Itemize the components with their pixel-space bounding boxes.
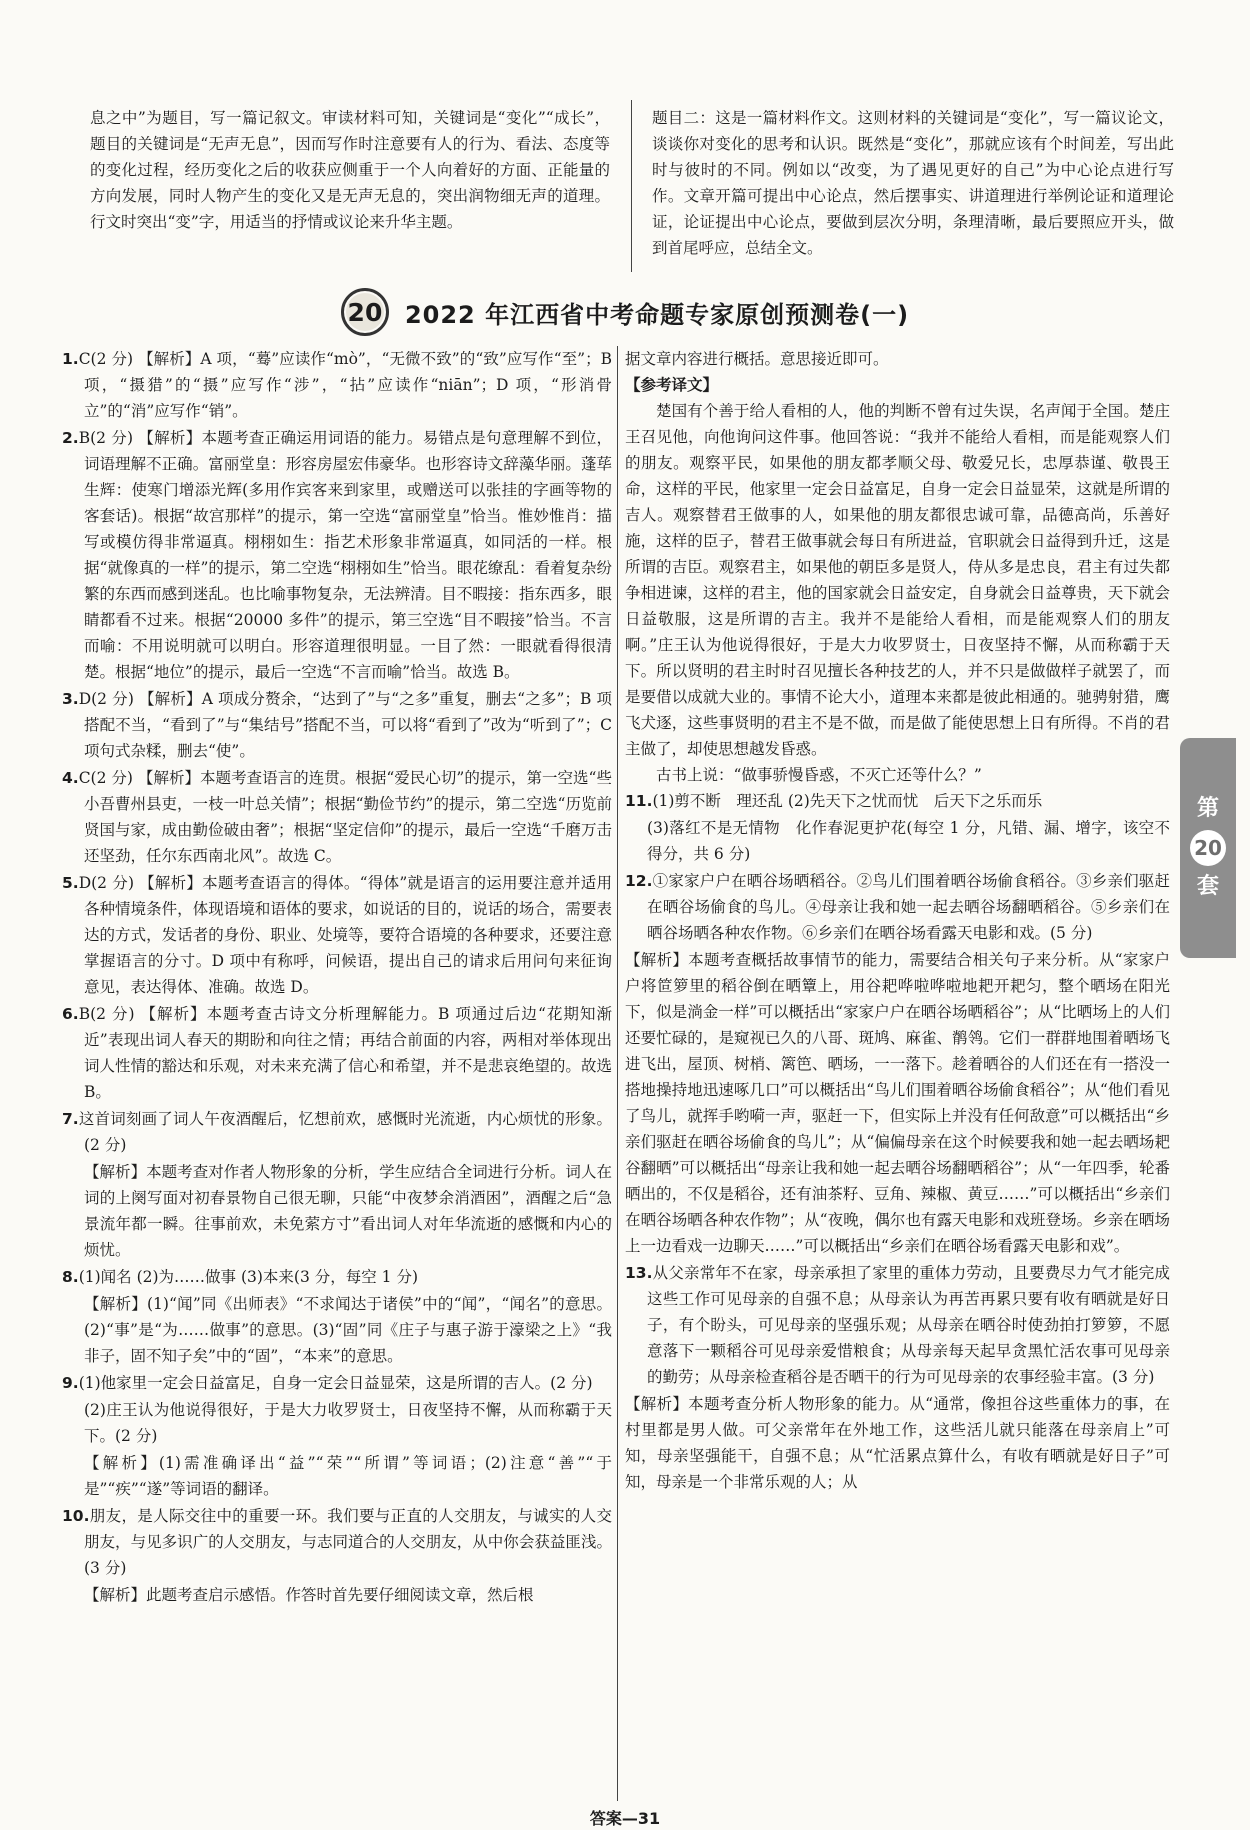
top-column-divider — [631, 100, 632, 272]
translation-block — [625, 398, 1170, 788]
main-left-column — [62, 346, 612, 1801]
top-left-text: 息之中”为题目，写一篇记叙文。审读材料可知，关键词是“变化”“成长”，题目的关键词是“无声无息”，因而写作时注意要有人的行为、看法、态度等的变化过程，经历变化之后的收获应侧重于一个人向着好的方面、正能量的方向发展，同时人物产生的变化又是无声无息的，突出润物细无声的道理。行文时突出“变”字，用适当的抒情或议论来升华主题。 — [90, 109, 610, 231]
answer-item-2: 2.B(2 分) 【解析】本题考查正确运用词语的能力。易错点是句意理解不到位，词语理解不正确。富丽堂皇：形容房屋宏伟豪华。也形容诗文辞藻华丽。蓬荜生辉：使寒门增添光辉(多用作宾客来到家里，或赠送可以张挂的字画等物的客套话)。根据“故宫那样”的提示，第一空选“富丽堂皇”恰当。惟妙惟肖：描写或模仿得非常逼真。栩栩如生：指艺术形象非常逼真，如同活的一样。根据“就像真的一样”的提示，第二空选“栩栩如生”恰当。眼花缭乱：看着复杂纷繁的东西而感到迷乱。也比喻事物复杂，无法辨清。目不暇接：指东西多，眼睛都看不过来。根据“20000 多件”的提示，第三空选“目不暇接”恰当。不言而喻：不用说明就可以明白。形容道理很明显。一目了然：一眼就看得很清楚。根据“地位”的提示，最后一空选“不言而喻”恰当。故选 B。 — [62, 429, 612, 681]
answer-item-9: 9.(1)他家里一定会日益富足，自身一定会日益显荣，这是所谓的吉人。(2 分) — [62, 1374, 593, 1392]
main-column-divider — [617, 346, 618, 1801]
translation-paragraph-2: 古书上说：“做事骄慢昏惑，不灭亡还等什么？” — [656, 766, 982, 784]
answer-item-4: 4.C(2 分) 【解析】本题考查语言的连贯。根据“爱民心切”的提示，第一空选“些小吾曹州县吏，一枝一叶总关情”；根据“勤俭节约”的提示，第二空选“历览前贤国与家，成由勤俭破由奢”；根据“坚定信仰”的提示，最后一空选“千磨万击还坚劲，任尔东西南北风”。故选 C。 — [62, 769, 612, 865]
answer-item-8-analysis: 【解析】(1)“闻”同《出师表》“不求闻达于诸侯”中的“闻”，“闻名”的意思。(2)“事”是“为……做事”的意思。(3)“固”同《庄子与惠子游于濠梁之上》“我非子，固不知子矣”中的“固”，“本来”的意思。 — [84, 1295, 612, 1365]
answer-item-12: 12.①家家户户在晒谷场晒稻谷。②鸟儿们围着晒谷场偷食稻谷。③乡亲们驱赶在晒谷场偷食的鸟儿。④母亲让我和她一起去晒谷场翻晒稻谷。⑤乡亲们在晒谷场晒各种农作物。⑥乡亲们在晒谷场看露天电影和戏。(5 分) — [625, 872, 1170, 942]
answer-item-9-part2: (2)庄王认为他说得很好，于是大力收罗贤士，日夜坚持不懈，从而称霸于天下。(2 分) — [84, 1401, 612, 1445]
answer-item-8: 8.(1)闻名 (2)为……做事 (3)本来(3 分，每空 1 分) — [62, 1268, 419, 1286]
answer-item-7: 7.这首词刻画了词人午夜酒醒后，忆想前欢，感慨时光流逝，内心烦忧的形象。(2 分) — [62, 1110, 612, 1154]
section-title-text: 2022 年江西省中考命题专家原创预测卷(一) — [404, 300, 910, 329]
answer-item-9-analysis: 【解析】(1)需准确译出“益”“荣”“所谓”等词语；(2)注意“善”“于是”“疾”“遂”等词语的翻译。 — [84, 1454, 612, 1498]
top-right-column — [652, 105, 1174, 271]
translation-heading: 【参考译文】 — [625, 376, 719, 394]
answer-item-12-analysis: 【解析】本题考查概括故事情节的能力，需要结合相关句子来分析。从“家家户户将笸箩里的稻谷倒在晒簟上，用谷耙哗啦哗啦地耙开耙匀，整个晒场在阳光下，似是淌金一样”可以概括出“家家户户在晒谷场晒稻谷”；从“比晒场上的人们还要忙碌的，是窥视已久的八哥、斑鸠、麻雀、鹡鸰。它们一群群地围着晒场飞进飞出，屋顶、树梢、篱笆、晒场，一一落下。趁着晒谷的人们还在有一搭没一搭地操持地迅速啄几口”可以概括出“鸟儿们围着晒谷场偷食稻谷”；从“他们看见了鸟儿，就挥手哟嗬一声，驱赶一下，但实际上并没有任何敌意”可以概括出“乡亲们驱赶在晒谷场偷食的鸟儿”；从“偏偏母亲在这个时候要我和她一起去晒场耙谷翻晒”可以概括出“母亲让我和她一起去晒谷场翻晒稻谷”；从“一年四季，轮番晒出的，不仅是稻谷，还有油茶籽、豆角、辣椒、黄豆……”可以概括出“乡亲们在晒谷场晒各种农作物”；从“夜晚，偶尔也有露天电影和戏班登场。乡亲在晒场上一边看戏一边聊天……”可以概括出“乡亲们在晒谷场看露天电影和戏”。 — [625, 951, 1170, 1255]
main-right-column — [625, 346, 1170, 1801]
top-right-text: 题目二：这是一篇材料作文。这则材料的关键词是“变化”，写一篇议论文，谈谈你对变化的思考和认识。既然是“变化”，那就应该有个时间差，写出此时与彼时的不同。例如以“改变，为了遇见更好的自己”为中心论点进行写作。文章开篇可提出中心论点，然后摆事实、讲道理进行举例论证和道理论证，论证提出中心论点，要做到层次分明，条理清晰，最后要照应开头，做到首尾呼应，总结全文。 — [652, 109, 1174, 257]
side-tab-number: 20 — [1190, 830, 1226, 866]
answer-item-11: 11.(1)剪不断 理还乱 (2)先天下之忧而忧 后天下之乐而乐 — [625, 792, 1043, 810]
answer-item-10: 10.朋友，是人际交往中的重要一环。我们要与正直的人交朋友，与诚实的人交朋友，与见多识广的人交朋友，与志同道合的人交朋友，从中你会获益匪浅。(3 分) — [62, 1507, 612, 1577]
answer-item-10-analysis: 【解析】此题考查启示感悟。作答时首先要仔细阅读文章，然后根 — [84, 1586, 534, 1604]
answer-item-5: 5.D(2 分) 【解析】本题考查语言的得体。“得体”就是语言的运用要注意并适用各种情境条件，体现语境和语体的要求，如说话的目的，说话的场合，需要表达的方式，发话者的身份、职业、处境等，要符合语境的各种要求，还要注意掌握语言的分寸。D 项中有称呼，问候语，提出自己的请求后用问句来征询意见，表达得体、准确。故选 D。 — [62, 874, 612, 996]
answer-item-1: 1.C(2 分) 【解析】A 项，“蓦”应读作“mò”，“无微不致”的“致”应写作“至”；B 项，“摄猎”的“摄”应写作“涉”，“拈”应读作“niān”；D 项，“形消骨立”的“消”应写作“销”。 — [62, 350, 612, 420]
answer-item-6: 6.B(2 分) 【解析】本题考查古诗文分析理解能力。B 项通过后边“花期知渐近”表现出词人春天的期盼和向往之情；再结合前面的内容，两相对举体现出词人性情的豁达和乐观，对未来充满了信心和希望，并不是悲哀绝望的。故选 B。 — [62, 1005, 612, 1101]
translation-paragraph-1: 楚国有个善于给人看相的人，他的判断不曾有过失误，名声闻于全国。楚庄王召见他，向他询问这件事。他回答说：“我并不能给人看相，而是能观察人们的朋友。观察平民，如果他的朋友都孝顺父母、敬爱兄长，忠厚恭谨、敬畏王命，这样的平民，他家里一定会日益富足，自身一定会日益显荣，这就是所谓的吉人。观察替君王做事的人，如果他的朋友都很忠诚可靠，品德高尚，乐善好施，这样的臣子，替君王做事就会每日有所进益，官职就会日益得到升迁，这是所谓的吉臣。观察君主，如果他的朝臣多是贤人，侍从多是忠良，君主有过失都争相进谏，这样的君主，他的国家就会日益安定，自身就会日益尊贵，天下就会日益敬服，这是所谓的吉主。我并不是能给人看相，而是能观察人们的朋友啊。”庄王认为他说得很好，于是大力收罗贤士，日夜坚持不懈，从而称霸于天下。所以贤明的君主时时召见擅长各种技艺的人，并不只是做做样子就罢了，而是要借以成就大业的。事情不论大小，道理本来都是彼此相通的。驰骋射猎，鹰飞犬逐，这些事贤明的君主不是不做，而是做了能使思想上日有所得。不肖的君主做了，却使思想越发昏惑。 — [625, 402, 1170, 758]
answer-item-10-continued: 据文章内容进行概括。意思接近即可。 — [625, 350, 889, 368]
section-title — [0, 287, 1250, 337]
top-left-column — [90, 105, 610, 271]
side-tab-top: 第 — [1196, 796, 1219, 821]
answer-item-11-line2: (3)落红不是无情物 化作春泥更护花(每空 1 分，凡错、漏、增字，该空不得分，共 6 分) — [647, 819, 1170, 863]
side-tab-bottom: 套 — [1196, 874, 1219, 899]
answer-item-3: 3.D(2 分) 【解析】A 项成分赘余，“达到了”与“之多”重复，删去“之多”；B 项搭配不当，“看到了”与“集结号”搭配不当，可以将“看到了”改为“听到了”；C 项句式杂糅，删去“使”。 — [62, 690, 612, 760]
answer-item-13: 13.从父亲常年不在家，母亲承担了家里的重体力劳动，且要费尽力气才能完成这些工作可见母亲的自强不息；从母亲认为再苦再累只要有收有晒就是好日子，有个盼头，可见母亲的坚强乐观；从母亲在晒谷时使劲拍打箩箩，不愿意落下一颗稻谷可见母亲爱惜粮食；从母亲每天起早贪黑忙活农事可见母亲的勤劳；从母亲检查稻谷是否晒干的行为可见母亲的农事经验丰富。(3 分) — [625, 1264, 1170, 1386]
chapter-side-tab — [1180, 738, 1236, 958]
answer-item-13-analysis: 【解析】本题考查分析人物形象的能力。从“通常，像担谷这些重体力的事，在村里都是男人做。可父亲常年在外地工作，这些活儿就只能落在母亲肩上”可知，母亲坚强能干，自强不息；从“忙活累点算什么，有收有晒就是好日子”可知，母亲是一个非常乐观的人；从 — [625, 1395, 1170, 1491]
page-footer: 答案—31 — [589, 1809, 661, 1828]
answer-item-7-analysis: 【解析】本题考查对作者人物形象的分析，学生应结合全词进行分析。词人在词的上阕写面对初春景物自己很无聊，只能“中夜梦余消酒困”，酒醒之后“急景流年都一瞬。往事前欢，未免萦方寸”看出词人对年华流逝的感慨和内心的烦忧。 — [84, 1163, 612, 1259]
section-number-badge: 20 — [341, 288, 389, 336]
